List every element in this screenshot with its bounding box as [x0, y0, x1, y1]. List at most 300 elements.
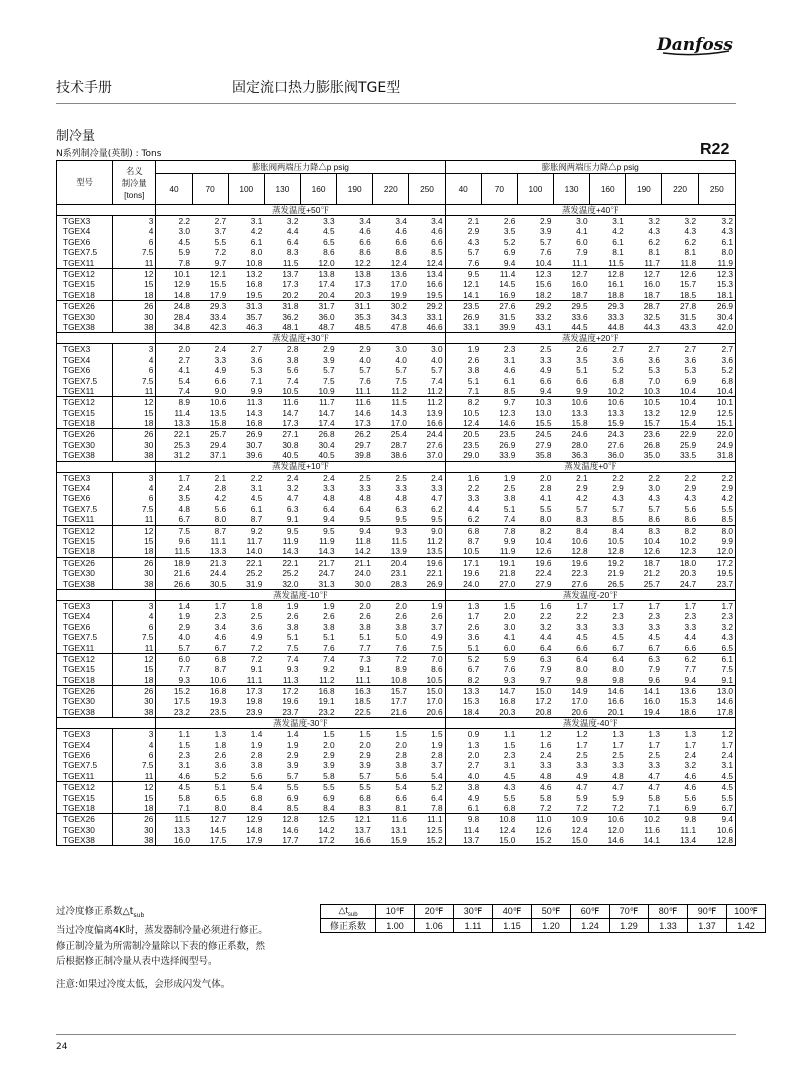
- capacity-cell: 11.1: [572, 257, 588, 268]
- model-cell: TGEX30: [57, 312, 113, 322]
- psi-header-250: 250: [698, 174, 735, 205]
- capacity-cell: 5.7: [612, 503, 624, 514]
- capacity-cell: 48.1: [282, 321, 299, 332]
- capacity-cell: 10.2: [626, 814, 662, 825]
- capacity-cell: 8.5: [503, 385, 516, 396]
- capacity-cell: 2.3: [503, 750, 516, 761]
- capacity-cell: 22.1: [156, 429, 192, 440]
- capacity-cell: 3.3: [612, 760, 624, 771]
- correction-temp: 60℉: [571, 905, 610, 919]
- capacity-cell: 3.2: [626, 216, 662, 227]
- table-row: [57, 279, 736, 289]
- capacity-cell: 5.1: [286, 632, 299, 643]
- model-cell: TGEX3: [57, 472, 113, 483]
- capacity-cell: 9.8: [445, 814, 481, 825]
- capacity-cell: 14.6: [590, 686, 626, 697]
- capacity-cell: 12.8: [607, 546, 624, 557]
- capacity-cell: 14.7: [481, 686, 517, 697]
- capacity-cell: 3.6: [250, 354, 263, 365]
- capacity-cell: 8.5: [431, 247, 443, 258]
- capacity-cell: 15.7: [679, 279, 697, 290]
- capacity-cell: 1.9: [286, 739, 299, 750]
- table-row: [57, 504, 736, 514]
- capacity-cell: 33.2: [535, 311, 552, 322]
- model-cell: TGEX18: [57, 803, 113, 814]
- capacity-cell: 3.3: [431, 483, 443, 494]
- capacity-cell: 19.5: [246, 289, 263, 300]
- capacity-cell: 16.6: [426, 279, 443, 290]
- capacity-cell: 8.0: [576, 664, 588, 675]
- model-cell: TGEX6: [57, 365, 113, 375]
- table-row: [57, 525, 736, 536]
- capacity-cell: 2.0: [359, 739, 371, 750]
- capacity-cell: 7.4: [431, 375, 443, 386]
- capacity-cell: 33.3: [607, 311, 624, 322]
- capacity-cell: 25.7: [643, 578, 660, 589]
- capacity-cell: 7.2: [576, 802, 588, 813]
- capacity-cell: 22.0: [698, 429, 735, 440]
- model-cell: TGEX26: [57, 557, 113, 568]
- correction-factor: 1.37: [688, 919, 727, 933]
- capacity-cell: 4.7: [431, 493, 443, 504]
- capacity-cell: 25.9: [679, 439, 697, 450]
- table-row: [57, 344, 736, 355]
- capacity-cell: 9.3: [373, 525, 409, 536]
- nominal-capacity-cell: 6: [113, 493, 156, 503]
- capacity-cell: 11.4: [481, 268, 517, 279]
- capacity-cell: 37.0: [426, 450, 443, 461]
- capacity-cell: 2.6: [445, 355, 481, 365]
- capacity-cell: 22.3: [571, 568, 588, 579]
- capacity-cell: 17.7: [390, 696, 407, 707]
- capacity-cell: 2.6: [323, 611, 335, 622]
- table-row: [57, 782, 736, 793]
- header-left: 技术手册: [56, 80, 112, 96]
- capacity-cell: 3.1: [698, 760, 735, 770]
- capacity-cell: 1.3: [590, 729, 626, 740]
- nominal-capacity-cell: 15: [113, 793, 156, 803]
- capacity-cell: 7.1: [156, 803, 192, 814]
- capacity-cell: 5.4: [373, 782, 409, 793]
- capacity-cell: 15.3: [679, 696, 697, 707]
- capacity-cell: 15.0: [409, 686, 445, 697]
- capacity-cell: 7.6: [323, 642, 335, 653]
- psi-header-160: 160: [590, 174, 626, 205]
- capacity-cell: 6.4: [359, 503, 371, 514]
- capacity-cell: 1.9: [481, 472, 517, 483]
- capacity-cell: 2.8: [250, 750, 263, 761]
- nominal-capacity-cell: 11: [113, 386, 156, 397]
- capacity-cell: 26.5: [607, 578, 624, 589]
- capacity-cell: 3.1: [250, 483, 263, 494]
- capacity-cell: 9.7: [481, 397, 517, 408]
- capacity-cell: 4.3: [698, 226, 735, 236]
- capacity-cell: 11.7: [644, 257, 660, 268]
- capacity-cell: 11.1: [409, 814, 445, 825]
- capacity-cell: 15.0: [517, 686, 553, 697]
- nominal-capacity-cell: 12: [113, 525, 156, 536]
- capacity-cell: 2.2: [445, 483, 481, 493]
- capacity-cell: 33.1: [426, 311, 443, 322]
- capacity-cell: 31.9: [246, 578, 263, 589]
- capacity-cell: 1.5: [337, 729, 373, 740]
- capacity-cell: 13.9: [390, 546, 407, 557]
- capacity-cell: 5.3: [648, 365, 660, 376]
- model-cell: TGEX11: [57, 771, 113, 782]
- capacity-cell: 30.7: [246, 439, 263, 450]
- model-cell: TGEX15: [57, 664, 113, 674]
- capacity-cell: 5.7: [576, 503, 588, 514]
- capacity-cell: 7.6: [539, 247, 552, 258]
- capacity-cell: 6.1: [445, 803, 481, 814]
- capacity-cell: 20.3: [679, 568, 697, 579]
- nominal-capacity-cell: 15: [113, 279, 156, 289]
- capacity-cell: 20.5: [445, 429, 481, 440]
- capacity-cell: 1.7: [554, 600, 590, 611]
- capacity-cell: 12.4: [426, 257, 443, 268]
- capacity-cell: 11.2: [391, 385, 407, 396]
- capacity-cell: 4.6: [156, 771, 192, 782]
- capacity-cell: 4.7: [286, 493, 299, 504]
- capacity-cell: 3.3: [576, 760, 588, 771]
- capacity-cell: 5.4: [431, 770, 443, 781]
- capacity-cell: 4.6: [684, 770, 697, 781]
- capacity-cell: 5.8: [323, 770, 335, 781]
- capacity-cell: 4.8: [156, 504, 192, 514]
- capacity-cell: 4.3: [612, 493, 624, 504]
- nominal-capacity-cell: 12: [113, 782, 156, 793]
- capacity-cell: 28.4: [156, 312, 192, 322]
- capacity-cell: 21.6: [390, 706, 407, 717]
- nominal-capacity-cell: 30: [113, 696, 156, 706]
- capacity-cell: 33.4: [210, 311, 227, 322]
- capacity-cell: 24.7: [318, 568, 335, 579]
- model-cell: TGEX30: [57, 696, 113, 706]
- capacity-cell: 4.3: [684, 226, 697, 237]
- capacity-cell: 19.1: [481, 557, 517, 568]
- page-number: 24: [56, 1042, 68, 1052]
- capacity-cell: 42.3: [210, 321, 227, 332]
- capacity-cell: 5.2: [503, 236, 516, 247]
- capacity-cell: 21.3: [192, 557, 228, 568]
- capacity-cell: 4.7: [626, 782, 662, 793]
- capacity-cell: 8.5: [286, 802, 299, 813]
- nominal-capacity-cell: 30: [113, 440, 156, 450]
- capacity-cell: 5.1: [445, 642, 481, 653]
- subcooling-note-line: 后根据修正制冷量从表中选择阀型号。: [56, 956, 218, 968]
- capacity-cell: 1.9: [264, 600, 300, 611]
- correction-temp: 50℉: [532, 905, 571, 919]
- nominal-capacity-cell: 18: [113, 675, 156, 686]
- capacity-cell: 29.5: [554, 301, 590, 312]
- capacity-cell: 5.5: [503, 792, 516, 803]
- capacity-cell: 1.4: [264, 729, 300, 740]
- capacity-cell: 5.6: [684, 792, 697, 803]
- capacity-cell: 2.5: [250, 611, 263, 622]
- table-row: [57, 301, 736, 312]
- capacity-cell: 11.1: [680, 824, 697, 835]
- table-row: [57, 653, 736, 664]
- capacity-cell: 9.4: [337, 525, 373, 536]
- capacity-cell: 21.9: [607, 568, 624, 579]
- model-cell: TGEX4: [57, 226, 113, 236]
- capacity-cell: 11.7: [300, 397, 336, 408]
- capacity-cell: 5.7: [648, 503, 660, 514]
- capacity-cell: 1.3: [445, 600, 481, 611]
- capacity-cell: 12.1: [445, 279, 481, 289]
- capacity-cell: 7.6: [445, 258, 481, 269]
- capacity-cell: 15.2: [517, 835, 553, 846]
- capacity-cell: 10.5: [607, 535, 624, 546]
- model-cell: TGEX11: [57, 258, 113, 269]
- capacity-cell: 2.4: [156, 483, 192, 493]
- capacity-cell: 18.7: [626, 557, 662, 568]
- capacity-cell: 25.4: [373, 429, 409, 440]
- capacity-cell: 5.5: [337, 782, 373, 793]
- capacity-cell: 42.0: [698, 322, 735, 333]
- capacity-cell: 1.7: [662, 600, 698, 611]
- capacity-cell: 2.2: [228, 472, 264, 483]
- capacity-cell: 9.1: [359, 664, 371, 675]
- header-pressure-drop-left: 膨胀阀两端压力降△p psig: [156, 161, 445, 174]
- capacity-cell: 4.5: [156, 782, 192, 793]
- capacity-cell: 3.7: [431, 621, 443, 632]
- capacity-cell: 5.7: [395, 365, 407, 376]
- capacity-cell: 23.9: [246, 706, 263, 717]
- table-row: [57, 429, 736, 440]
- capacity-cell: 9.4: [698, 814, 735, 825]
- capacity-cell: 6.0: [156, 653, 192, 664]
- nominal-capacity-cell: 7.5: [113, 504, 156, 514]
- capacity-cell: 17.2: [698, 557, 735, 568]
- capacity-cell: 2.2: [662, 472, 698, 483]
- nominal-capacity-cell: 26: [113, 301, 156, 312]
- table-row: [57, 258, 736, 269]
- capacity-cell: 4.8: [323, 493, 335, 504]
- capacity-cell: 12.2: [354, 257, 371, 268]
- capacity-cell: 2.9: [684, 483, 697, 494]
- capacity-cell: 2.1: [554, 472, 590, 483]
- capacity-cell: 5.9: [576, 792, 588, 803]
- capacity-cell: 2.4: [539, 750, 552, 761]
- nominal-capacity-cell: 3: [113, 216, 156, 227]
- capacity-cell: 19.8: [246, 696, 263, 707]
- evap-temp-right: 蒸发温度-20℉: [445, 589, 735, 600]
- capacity-cell: 15.8: [210, 418, 227, 429]
- model-cell: TGEX4: [57, 740, 113, 750]
- capacity-cell: 1.7: [192, 600, 228, 611]
- capacity-cell: 0.9: [445, 729, 481, 740]
- capacity-cell: 9.1: [286, 514, 299, 525]
- capacity-cell: 24.0: [354, 568, 371, 579]
- capacity-cell: 10.6: [210, 674, 227, 685]
- table-row: [57, 472, 736, 483]
- capacity-cell: 1.2: [517, 729, 553, 740]
- capacity-cell: 4.6: [395, 226, 407, 237]
- capacity-cell: 7.2: [612, 802, 624, 813]
- model-cell: TGEX7.5: [57, 247, 113, 257]
- capacity-cell: 2.8: [214, 483, 227, 494]
- table-row: [57, 546, 736, 557]
- capacity-cell: 10.3: [643, 385, 660, 396]
- capacity-cell: 26.2: [337, 429, 373, 440]
- capacity-cell: 3.6: [445, 632, 481, 642]
- capacity-cell: 2.7: [192, 216, 228, 227]
- table-row: [57, 483, 736, 493]
- capacity-cell: 5.5: [539, 503, 552, 514]
- capacity-cell: 14.3: [390, 407, 407, 418]
- capacity-cell: 17.3: [282, 418, 299, 429]
- table-row: [57, 814, 736, 825]
- capacity-cell: 13.3: [571, 407, 588, 418]
- capacity-cell: 4.0: [395, 354, 407, 365]
- refrigerant-label: R22: [700, 141, 730, 158]
- nominal-capacity-cell: 38: [113, 579, 156, 590]
- capacity-cell: 7.7: [156, 664, 192, 674]
- capacity-cell: 4.9: [539, 365, 552, 376]
- capacity-cell: 27.9: [535, 578, 552, 589]
- capacity-cell: 13.3: [210, 546, 227, 557]
- capacity-cell: 18.6: [679, 706, 697, 717]
- capacity-cell: 3.3: [576, 621, 588, 632]
- capacity-cell: 24.4: [409, 429, 445, 440]
- capacity-cell: 7.2: [539, 802, 552, 813]
- capacity-cell: 5.2: [612, 365, 624, 376]
- capacity-cell: 9.8: [576, 674, 588, 685]
- table-row: [57, 312, 736, 322]
- correction-factor: 1.29: [610, 919, 649, 933]
- evap-temp-right: 蒸发温度+20℉: [445, 333, 735, 344]
- capacity-cell: 2.9: [300, 344, 336, 355]
- capacity-cell: 4.8: [395, 493, 407, 504]
- capacity-cell: 18.4: [445, 707, 481, 718]
- capacity-cell: 12.0: [698, 546, 735, 557]
- capacity-cell: 6.6: [214, 375, 227, 386]
- table-row: [57, 226, 736, 236]
- capacity-cell: 15.0: [554, 835, 590, 846]
- capacity-cell: 8.0: [698, 525, 735, 536]
- capacity-cell: 9.1: [698, 675, 735, 686]
- table-row: [57, 622, 736, 632]
- capacity-cell: 13.9: [426, 407, 443, 418]
- nominal-capacity-cell: 38: [113, 450, 156, 461]
- evap-temp-row: [57, 589, 736, 600]
- capacity-cell: 9.5: [395, 514, 407, 525]
- capacity-cell: 8.3: [286, 247, 299, 258]
- capacity-cell: 2.4: [264, 472, 300, 483]
- capacity-cell: 6.8: [250, 792, 263, 803]
- correction-factor: 1.11: [454, 919, 493, 933]
- capacity-cell: 10.2: [607, 385, 624, 396]
- capacity-cell: 5.7: [445, 247, 481, 257]
- capacity-cell: 12.0: [318, 257, 335, 268]
- capacity-cell: 4.8: [612, 770, 624, 781]
- capacity-cell: 14.6: [354, 407, 371, 418]
- capacity-cell: 11.9: [698, 258, 735, 269]
- capacity-cell: 2.7: [662, 344, 698, 355]
- capacity-cell: 7.0: [409, 653, 445, 664]
- capacity-cell: 10.5: [282, 385, 299, 396]
- capacity-cell: 7.6: [395, 642, 407, 653]
- capacity-cell: 11.8: [680, 257, 697, 268]
- capacity-cell: 5.3: [684, 365, 697, 376]
- capacity-cell: 28.3: [390, 578, 407, 589]
- capacity-cell: 9.6: [156, 536, 192, 546]
- capacity-cell: 1.9: [300, 600, 336, 611]
- capacity-cell: 3.3: [648, 621, 660, 632]
- capacity-cell: 2.0: [373, 600, 409, 611]
- capacity-cell: 7.9: [576, 247, 588, 258]
- table-row: [57, 664, 736, 674]
- capacity-cell: 8.6: [648, 514, 660, 525]
- capacity-cell: 5.7: [359, 770, 371, 781]
- capacity-cell: 3.6: [684, 354, 697, 365]
- capacity-cell: 10.4: [643, 535, 660, 546]
- capacity-cell: 3.8: [286, 354, 299, 365]
- table-row: [57, 793, 736, 803]
- capacity-cell: 5.6: [214, 503, 227, 514]
- capacity-cell: 8.0: [612, 664, 624, 675]
- capacity-cell: 8.9: [156, 397, 192, 408]
- capacity-cell: 8.6: [359, 247, 371, 258]
- capacity-cell: 6.8: [445, 525, 481, 536]
- capacity-cell: 3.1: [503, 354, 516, 365]
- capacity-cell: 8.0: [250, 247, 263, 258]
- table-row: [57, 216, 736, 227]
- capacity-cell: 3.9: [359, 760, 371, 771]
- capacity-cell: 2.5: [337, 472, 373, 483]
- capacity-cell: 9.8: [662, 814, 698, 825]
- nominal-capacity-cell: 26: [113, 814, 156, 825]
- capacity-cell: 3.1: [590, 216, 626, 227]
- evap-temp-left: 蒸发温度+10℉: [156, 461, 445, 472]
- capacity-cell: 6.4: [323, 503, 335, 514]
- capacity-cell: 6.2: [662, 653, 698, 664]
- model-cell: TGEX30: [57, 440, 113, 450]
- capacity-cell: 4.9: [445, 793, 481, 803]
- capacity-cell: 3.2: [539, 621, 552, 632]
- capacity-cell: 17.5: [156, 696, 192, 706]
- capacity-cell: 21.2: [643, 568, 660, 579]
- nominal-capacity-cell: 26: [113, 557, 156, 568]
- capacity-cell: 10.5: [445, 546, 481, 557]
- capacity-cell: 2.6: [554, 344, 590, 355]
- capacity-cell: 1.1: [156, 729, 192, 740]
- capacity-cell: 5.5: [264, 782, 300, 793]
- capacity-cell: 14.1: [626, 835, 662, 846]
- capacity-cell: 11.2: [427, 535, 443, 546]
- capacity-cell: 3.4: [214, 621, 227, 632]
- capacity-cell: 3.3: [445, 493, 481, 503]
- evap-temp-row: [57, 333, 736, 344]
- capacity-cell: 19.4: [643, 706, 660, 717]
- capacity-cell: 31.5: [679, 311, 697, 322]
- capacity-cell: 7.7: [684, 664, 697, 675]
- capacity-cell: 44.5: [571, 321, 588, 332]
- table-row: [57, 740, 736, 750]
- capacity-cell: 32.5: [643, 311, 660, 322]
- table-row: [57, 418, 736, 429]
- capacity-cell: 3.7: [431, 760, 443, 771]
- capacity-cell: 8.2: [445, 397, 481, 408]
- capacity-cell: 6.0: [503, 642, 516, 653]
- capacity-cell: 11.1: [355, 674, 371, 685]
- capacity-cell: 2.0: [395, 739, 407, 750]
- capacity-cell: 9.0: [409, 525, 445, 536]
- capacity-cell: 4.9: [576, 770, 588, 781]
- capacity-cell: 29.0: [445, 450, 481, 461]
- model-cell: TGEX6: [57, 237, 113, 247]
